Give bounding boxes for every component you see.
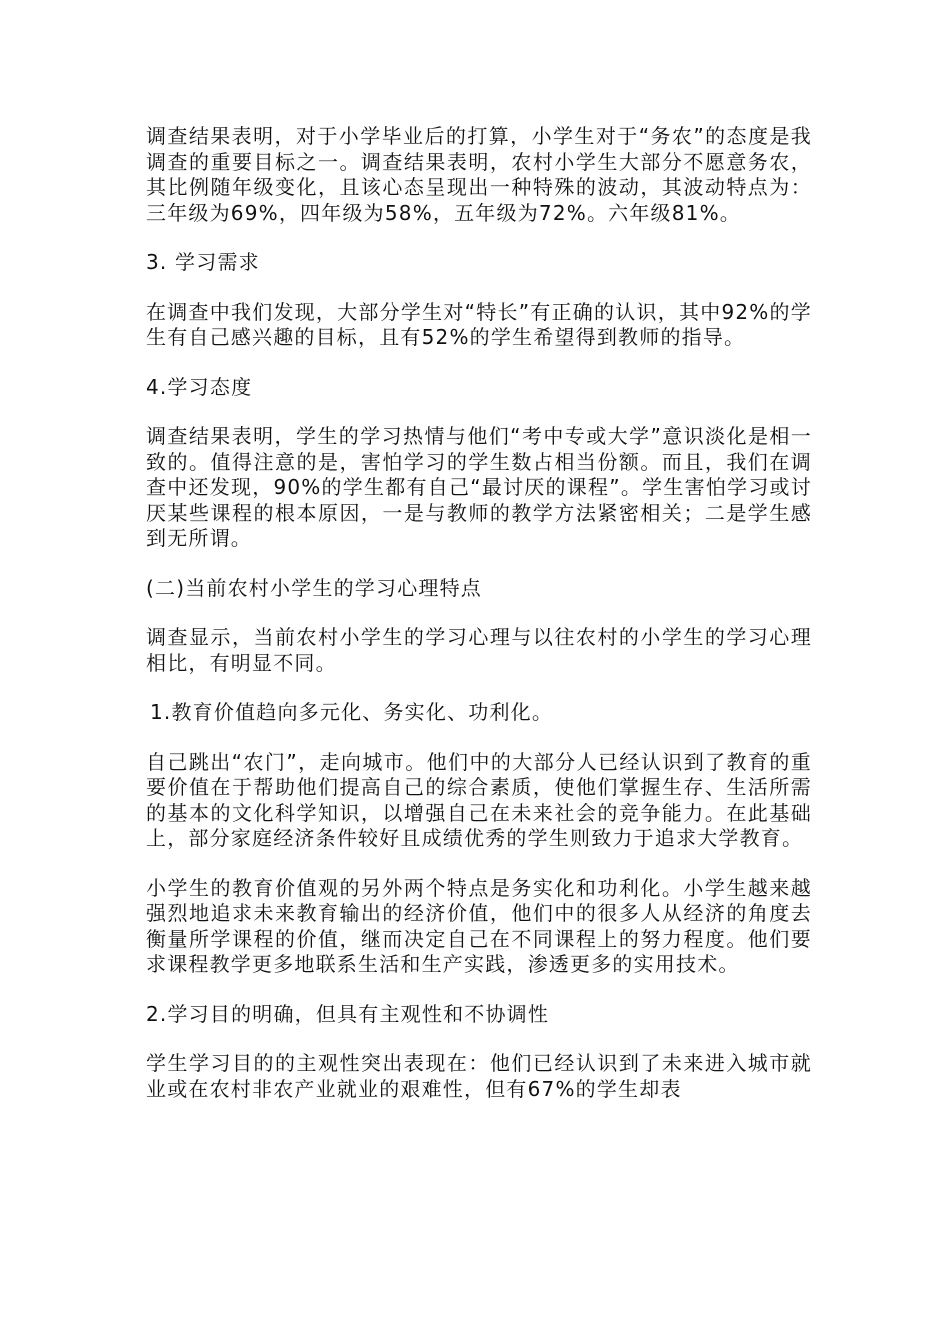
paragraph-learning-attitude: 调查结果表明，学生的学习热情与他们“考中专或大学”意识淡化是相一致的。值得注意的是，害怕学习的学生数占相当份额。而且，我们在调查中还发现，90%的学生都有自己“最讨厌的课程”。学生害怕学习或讨厌某些课程的根本原因，一是与教师的教学方法紧密相关；二是学生感到无所谓。 bbox=[146, 424, 812, 550]
paragraph-leave-farm: 自己跳出“农门”，走向城市。他们中的大部分人已经认识到了教育的重要价值在于帮助他们提高自己的综合素质，使他们掌握生存、生活所需的基本的文化科学知识，以增强自己在未来社会的竞争能力。在此基础上，部分家庭经济条件较好且成绩优秀的学生则致力于追求大学教育。 bbox=[146, 749, 812, 850]
heading-learning-needs: 3. 学习需求 bbox=[146, 250, 260, 274]
heading-learning-purpose: 2.学习目的明确，但具有主观性和不协调性 bbox=[146, 1001, 550, 1026]
paragraph-learning-needs: 在调查中我们发现，大部分学生对“特长”有正确的认识，其中92%的学生有自己感兴趣的目标，且有52%的学生希望得到教师的指导。 bbox=[146, 299, 812, 349]
paragraph-farming-survey: 调查结果表明，对于小学毕业后的打算，小学生对于“务农”的态度是我调查的重要目标之一。调查结果表明，农村小学生大部分不愿意务农，其比例随年级变化，且该心态呈现出一种特殊的波动，其波动特点为：三年级为69%，四年级为58%，五年级为72%。六年级81%。 bbox=[146, 124, 812, 225]
heading-psychology-features: (二)当前农村小学生的学习心理特点 bbox=[146, 575, 483, 600]
paragraph-value-traits: 小学生的教育价值观的另外两个特点是务实化和功利化。小学生越来越强烈地追求未来教育输出的经济价值，他们中的很多人从经济的角度去衡量所学课程的价值，继而决定自己在不同课程上的努力程度。他们要求课程教学更多地联系生活和生产实践，渗透更多的实用技术。 bbox=[146, 875, 812, 976]
heading-learning-attitude: 4.学习态度 bbox=[146, 374, 253, 399]
paragraph-survey-display: 调查显示，当前农村小学生的学习心理与以往农村的小学生的学习心理相比，有明显不同。 bbox=[146, 625, 812, 675]
heading-education-value: 1.教育价值趋向多元化、务实化、功利化。 bbox=[150, 700, 554, 724]
document-page bbox=[146, 124, 812, 1126]
paragraph-purpose-subjective: 学生学习目的的主观性突出表现在：他们已经认识到了未来进入城市就业或在农村非农产业就业的艰难性，但有67%的学生却表 bbox=[146, 1051, 812, 1101]
